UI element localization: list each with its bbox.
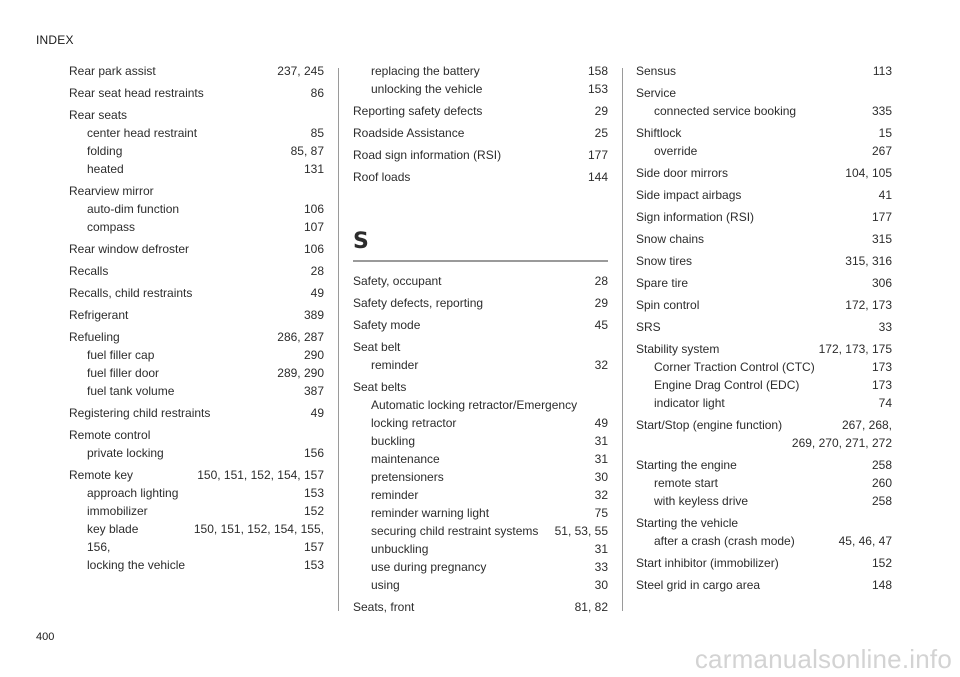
entry-term: locking the vehicle	[87, 558, 186, 572]
index-entry	[636, 84, 892, 120]
index-entry	[69, 240, 324, 258]
index-entry	[69, 426, 324, 462]
entry-page-refs: 75	[594, 506, 608, 520]
entry-page-refs: 31	[594, 434, 608, 448]
watermark: carmanualsonline.info	[694, 644, 952, 674]
entry-page-refs: 172, 173	[845, 298, 892, 312]
index-entry	[636, 416, 892, 452]
index-entry-line	[636, 208, 892, 226]
entry-term: Sign information (RSI)	[636, 210, 755, 224]
entry-term: Rear park assist	[69, 64, 156, 78]
index-entry	[636, 456, 892, 510]
entry-page-refs: 85, 87	[290, 144, 324, 158]
entry-term: immobilizer	[87, 504, 148, 518]
index-entry-line	[636, 186, 892, 204]
index-entry	[69, 284, 324, 302]
index-subentry	[353, 522, 608, 540]
index-entry-line	[636, 252, 892, 270]
entry-term: private locking	[87, 446, 164, 460]
index-entry	[353, 316, 608, 334]
entry-page-refs: 33	[594, 560, 608, 574]
index-subentry	[636, 376, 892, 394]
entry-page-refs: 15	[878, 126, 892, 140]
index-entry	[636, 252, 892, 270]
index-entry	[69, 466, 324, 574]
entry-page-refs: 28	[594, 274, 608, 288]
index-entry-line	[69, 306, 324, 324]
entry-term: securing child restraint systems	[371, 524, 539, 538]
entry-term: Recalls	[69, 264, 109, 278]
entry-term: override	[654, 144, 698, 158]
entry-term: Automatic locking retractor/Emergency	[371, 398, 578, 412]
entry-term: Start/Stop (engine function)	[636, 418, 783, 432]
index-entry	[353, 102, 608, 120]
index-entry-line	[636, 576, 892, 594]
index-entry-line	[69, 84, 324, 102]
entry-page-refs: 289, 290	[277, 366, 324, 380]
page-number: 400	[36, 631, 55, 643]
entry-page-refs: 260	[871, 476, 892, 490]
entry-page-refs: 32	[594, 358, 608, 372]
entry-term: Snow chains	[636, 232, 705, 246]
entry-term: heated	[87, 162, 124, 176]
index-subentry	[636, 492, 892, 510]
entry-page-refs: 153	[587, 82, 608, 96]
entry-page-refs: 49	[310, 286, 324, 300]
index-entry	[636, 62, 892, 80]
entry-page-refs: 51, 53, 55	[554, 524, 608, 538]
index-entry	[636, 274, 892, 292]
index-subentry	[353, 414, 608, 432]
index-entry	[353, 168, 608, 186]
entry-term: Spin control	[636, 298, 700, 312]
entry-term: reminder	[371, 488, 419, 502]
entry-term: Safety, occupant	[353, 274, 442, 288]
entry-term: buckling	[371, 434, 416, 448]
index-subentry	[353, 80, 608, 98]
index-entry	[353, 62, 608, 98]
index-entry	[636, 318, 892, 336]
entry-term: Registering child restraints	[69, 406, 211, 420]
entry-term: Corner Traction Control (CTC)	[654, 360, 815, 374]
entry-term: connected service booking	[654, 104, 797, 118]
index-entry	[69, 84, 324, 102]
entry-page-refs: 31	[594, 542, 608, 556]
entry-page-refs: 107	[303, 220, 324, 234]
index-entry	[353, 146, 608, 164]
entry-page-refs: 156	[303, 446, 324, 460]
entry-page-refs: 86	[310, 86, 324, 100]
section-heading-s	[353, 230, 608, 262]
index-subentry	[636, 532, 892, 550]
entry-page-refs: 33	[878, 320, 892, 334]
entry-term: unbuckling	[371, 542, 429, 556]
entry-term: Refrigerant	[69, 308, 129, 322]
entry-term: approach lighting	[87, 486, 179, 500]
entry-page-refs: 106	[303, 202, 324, 216]
index-subentry	[636, 394, 892, 412]
index-subentry	[69, 444, 324, 462]
index-entry	[636, 514, 892, 550]
entry-page-refs: 25	[594, 126, 608, 140]
index-entry-line	[69, 106, 324, 124]
index-subentry	[69, 364, 324, 382]
index-entry	[636, 296, 892, 314]
entry-page-refs: 269, 270, 271, 272	[791, 436, 892, 450]
entry-term: Spare tire	[636, 276, 689, 290]
entry-term: Seats, front	[353, 600, 415, 614]
index-entry-line	[353, 146, 608, 164]
index-entry-continuation	[636, 434, 892, 452]
entry-term: Rearview mirror	[69, 184, 154, 198]
index-subentry	[636, 474, 892, 492]
entry-term: SRS	[636, 320, 661, 334]
entry-page-refs: 173	[871, 360, 892, 374]
index-entry-line	[69, 240, 324, 258]
entry-page-refs: 30	[594, 470, 608, 484]
index-entry	[636, 576, 892, 594]
entry-page-refs: 45, 46, 47	[838, 534, 892, 548]
entry-page-refs: 152	[871, 556, 892, 570]
entry-term: reminder warning light	[371, 506, 490, 520]
index-entry-line	[353, 124, 608, 142]
entry-term: maintenance	[371, 452, 440, 466]
index-entry-line	[636, 230, 892, 248]
index-subentry	[69, 520, 324, 538]
index-subentry	[69, 346, 324, 364]
index-entry	[69, 404, 324, 422]
entry-term: folding	[87, 144, 123, 158]
index-column-2	[353, 62, 608, 616]
entry-page-refs: 389	[303, 308, 324, 322]
entry-term: center head restraint	[87, 126, 198, 140]
entry-page-refs: 144	[587, 170, 608, 184]
index-subentry	[69, 556, 324, 574]
index-subentry	[353, 62, 608, 80]
entry-page-refs: 315, 316	[845, 254, 892, 268]
entry-term: Seat belts	[353, 380, 407, 394]
entry-term: Remote control	[69, 428, 151, 442]
index-entry-line	[636, 62, 892, 80]
entry-term: Start inhibitor (immobilizer)	[636, 556, 779, 570]
entry-page-refs: 131	[303, 162, 324, 176]
index-subentry	[69, 200, 324, 218]
index-subentry	[353, 396, 608, 414]
entry-term: fuel filler door	[87, 366, 160, 380]
index-entry-line	[353, 316, 608, 334]
index-subentry	[636, 358, 892, 376]
index-entry	[353, 338, 608, 374]
entry-page-refs: 335	[871, 104, 892, 118]
entry-page-refs: 41	[878, 188, 892, 202]
entry-page-refs: 157	[303, 540, 324, 554]
entry-page-refs: 49	[310, 406, 324, 420]
entry-term: Shiftlock	[636, 126, 682, 140]
entry-term: Road sign information (RSI)	[353, 148, 502, 162]
index-entry-line	[69, 328, 324, 346]
entry-term: remote start	[654, 476, 719, 490]
index-subentry	[69, 382, 324, 400]
index-entry	[353, 124, 608, 142]
entry-page-refs: 152	[303, 504, 324, 518]
index-entry-line	[353, 294, 608, 312]
index-entry-line	[69, 284, 324, 302]
entry-page-refs: 267, 268,	[841, 418, 892, 432]
index-entry	[69, 106, 324, 178]
section-rule	[353, 260, 608, 262]
index-entry-line	[69, 466, 324, 484]
entry-page-refs: 172, 173, 175	[818, 342, 892, 356]
entry-term: Seat belt	[353, 340, 401, 354]
entry-term: Rear window defroster	[69, 242, 190, 256]
entry-page-refs: 286, 287	[277, 330, 324, 344]
entry-term: reminder	[371, 358, 419, 372]
entry-term: use during pregnancy	[371, 560, 487, 574]
index-subentry	[353, 558, 608, 576]
entry-term: with keyless drive	[654, 494, 749, 508]
entry-term: indicator light	[654, 396, 725, 410]
entry-term: Remote key	[69, 468, 134, 482]
index-subentry	[69, 142, 324, 160]
entry-term: unlocking the vehicle	[371, 82, 483, 96]
index-column-1	[69, 62, 324, 574]
index-subentry	[353, 576, 608, 594]
entry-page-refs: 177	[871, 210, 892, 224]
entry-term: auto-dim function	[87, 202, 180, 216]
entry-page-refs: 153	[303, 486, 324, 500]
index-subentry	[69, 124, 324, 142]
index-subentry	[353, 540, 608, 558]
entry-term: Starting the vehicle	[636, 516, 739, 530]
index-subentry	[353, 356, 608, 374]
entry-term: Side door mirrors	[636, 166, 729, 180]
index-entry-line	[636, 274, 892, 292]
entry-page-refs: 158	[587, 64, 608, 78]
entry-term: Service	[636, 86, 677, 100]
index-entry-line	[636, 164, 892, 182]
entry-page-refs: 45	[594, 318, 608, 332]
entry-term: Reporting safety defects	[353, 104, 483, 118]
index-entry-line	[636, 84, 892, 102]
entry-page-refs: 387	[303, 384, 324, 398]
index-entry	[69, 306, 324, 324]
entry-page-refs: 173	[871, 378, 892, 392]
index-entry-line	[636, 514, 892, 532]
entry-term: pretensioners	[371, 470, 444, 484]
index-entry	[636, 230, 892, 248]
entry-term: Side impact airbags	[636, 188, 742, 202]
entry-term: Steel grid in cargo area	[636, 578, 761, 592]
entry-page-refs: 150, 151, 152, 154, 155,	[193, 522, 324, 536]
entry-page-refs: 31	[594, 452, 608, 466]
entry-term: key blade	[87, 522, 139, 536]
column-divider	[622, 68, 623, 611]
index-entry	[353, 378, 608, 594]
entry-page-refs: 177	[587, 148, 608, 162]
entry-term: Safety defects, reporting	[353, 296, 484, 310]
index-entry-line	[636, 416, 892, 434]
entry-page-refs: 74	[878, 396, 892, 410]
entry-page-refs: 148	[871, 578, 892, 592]
index-entry	[636, 164, 892, 182]
entry-page-refs: 258	[871, 494, 892, 508]
index-subentry	[69, 484, 324, 502]
entry-term: locking retractor	[371, 416, 457, 430]
entry-page-refs: 150, 151, 152, 154, 157	[197, 468, 324, 482]
index-entry-line	[69, 404, 324, 422]
index-subentry	[69, 160, 324, 178]
index-entry-line	[636, 124, 892, 142]
page-header-title: INDEX	[36, 33, 74, 47]
entry-page-refs: 49	[594, 416, 608, 430]
entry-page-refs: 106	[303, 242, 324, 256]
index-entry-line	[636, 340, 892, 358]
index-column-3	[636, 62, 892, 594]
index-entry	[636, 124, 892, 160]
entry-term: Sensus	[636, 64, 677, 78]
index-subentry	[353, 450, 608, 468]
entry-page-refs: 113	[872, 64, 892, 78]
entry-term: compass	[87, 220, 136, 234]
index-entry	[353, 294, 608, 312]
index-entry	[69, 182, 324, 236]
index-entry	[353, 272, 608, 290]
index-entry-line	[353, 168, 608, 186]
entry-term: Stability system	[636, 342, 720, 356]
entry-page-refs: 28	[310, 264, 324, 278]
entry-page-refs: 29	[594, 296, 608, 310]
entry-term: Engine Drag Control (EDC)	[654, 378, 800, 392]
section-letter: S	[353, 229, 369, 254]
index-entry	[69, 62, 324, 80]
entry-page-refs: 81, 82	[574, 600, 608, 614]
index-subentry	[353, 432, 608, 450]
index-entry-line	[636, 318, 892, 336]
entry-term: Snow tires	[636, 254, 693, 268]
entry-page-refs: 306	[871, 276, 892, 290]
entry-page-refs: 104, 105	[845, 166, 892, 180]
entry-page-refs: 85	[310, 126, 324, 140]
index-subentry	[636, 102, 892, 120]
index-entry	[636, 186, 892, 204]
index-entry	[353, 598, 608, 616]
column-divider	[338, 68, 339, 611]
entry-page-refs: 267	[871, 144, 892, 158]
index-subentry	[353, 504, 608, 522]
entry-term: after a crash (crash mode)	[654, 534, 795, 548]
index-entry-line	[636, 456, 892, 474]
index-entry-line	[353, 598, 608, 616]
entry-page-refs: 315	[871, 232, 892, 246]
entry-term: 156,	[87, 540, 111, 554]
entry-term: Safety mode	[353, 318, 421, 332]
index-subentry	[69, 218, 324, 236]
entry-page-refs: 258	[871, 458, 892, 472]
entry-term: Rear seats	[69, 108, 128, 122]
entry-term: Refueling	[69, 330, 120, 344]
index-subentry	[353, 468, 608, 486]
index-subentry	[69, 538, 324, 556]
entry-term: replacing the battery	[371, 64, 480, 78]
entry-page-refs: 32	[594, 488, 608, 502]
entry-term: Recalls, child restraints	[69, 286, 193, 300]
entry-term: Roof loads	[353, 170, 411, 184]
index-entry-line	[69, 182, 324, 200]
index-entry	[636, 554, 892, 572]
entry-term: using	[371, 578, 400, 592]
index-entry-line	[353, 338, 608, 356]
entry-term: Rear seat head restraints	[69, 86, 204, 100]
index-entry	[69, 262, 324, 280]
entry-page-refs: 237, 245	[277, 64, 324, 78]
entry-page-refs: 153	[303, 558, 324, 572]
entry-term: Roadside Assistance	[353, 126, 465, 140]
index-entry	[636, 340, 892, 412]
entry-term: fuel tank volume	[87, 384, 175, 398]
index-subentry	[353, 486, 608, 504]
index-entry-line	[636, 296, 892, 314]
index-entry-line	[353, 378, 608, 396]
index-entry-line	[69, 426, 324, 444]
index-subentry	[69, 502, 324, 520]
index-entry-line	[353, 272, 608, 290]
index-entry-line	[69, 62, 324, 80]
entry-page-refs: 30	[594, 578, 608, 592]
entry-page-refs: 290	[303, 348, 324, 362]
index-entry-line	[353, 102, 608, 120]
entry-page-refs: 29	[594, 104, 608, 118]
entry-term: Starting the engine	[636, 458, 737, 472]
index-entry-line	[636, 554, 892, 572]
entry-term: fuel filler cap	[87, 348, 155, 362]
index-subentry	[636, 142, 892, 160]
index-entry	[69, 328, 324, 400]
index-entry-line	[69, 262, 324, 280]
index-entry	[636, 208, 892, 226]
